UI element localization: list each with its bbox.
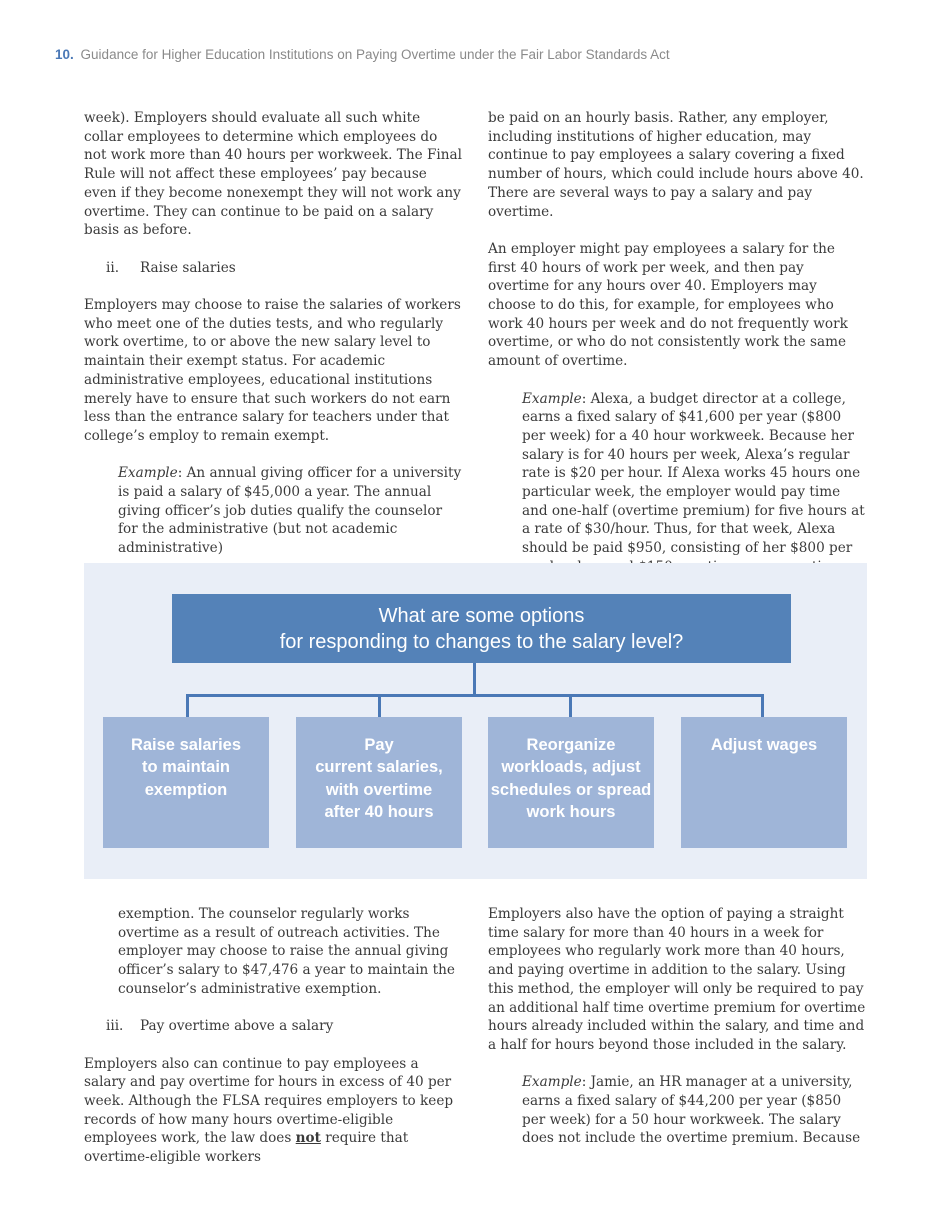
example-paragraph (522, 1073, 866, 1148)
option-line: Raise salaries (130, 736, 242, 754)
top-right-column (488, 109, 866, 595)
list-text: Raise salaries (140, 259, 236, 276)
option-line: exemption (144, 780, 228, 799)
list-number: ii. (106, 259, 120, 276)
running-title: Guidance for Higher Education Institutions on Paying Overtime under the Fair Labor Standards Act (80, 47, 670, 62)
example-label: Example (118, 465, 178, 482)
example-text: : Jamie, an HR manager at a university, earns a fixed salary of $44,200 per year ($850 per week) for a 50 hour workweek. The salary does not include the overtime premium. Because (522, 1074, 861, 1147)
option-adjust-wages (681, 717, 847, 848)
option-line: to maintain (141, 758, 230, 777)
option-pay-current-salaries (296, 717, 462, 848)
paragraph: week). Employers should evaluate all such white collar employees to determine which employees do not work more than 40 hours per workweek. The Final Rule will not affect these employees’ pay because even if they become nonexempt they will not work any overtime. They can continue to be paid on a salary basis as before. (84, 110, 462, 239)
list-text: Pay overtime above a salary (140, 1018, 334, 1035)
connector-drop (761, 694, 764, 717)
text-run: Employers also can continue to pay employees a salary and pay overtime for hours in excess of 40 per week. Although the FLSA requires employers to keep records of how many hours overtime-eligible employees work, the law does (84, 1055, 454, 1147)
emphasis-not: not (295, 1130, 321, 1147)
paragraph (84, 1055, 462, 1167)
option-line: workloads, adjust (501, 758, 641, 777)
option-line: work hours (526, 802, 616, 821)
list-item-pay-overtime (106, 1017, 462, 1036)
example-text: : Alexa, a budget director at a college, earns a fixed salary of $41,600 per year ($800 per week) for a 40 hour workweek. Because her salary is for 40 hours per week, Alexa’s regular rate is $20 per hour. If Alexa works 45 hours one particular week, the employer would pay time and one-half (overtime premium) for five hours at a rate of $30/hour. Thus, for that week, Alexa should be paid $950, consisting of her $800 per (522, 390, 865, 557)
question-line-2: for responding to changes to the salary level? (279, 630, 684, 653)
bottom-right-column (488, 905, 866, 1167)
option-line: with overtime (325, 780, 433, 799)
example-paragraph (118, 464, 462, 558)
example-continuation: exemption. The counselor regularly works overtime as a result of outreach activities. The employer may choose to raise the annual giving officer’s salary to $47,476 a year to maintain the counselor’s administrative exemption. (118, 906, 455, 997)
example-text: : An annual giving officer for a university is paid a salary of $45,000 a year. The annual giving officer’s job duties qualify the counselor for the administrative (but not academic administrative) (118, 465, 462, 557)
example-paragraph (522, 390, 866, 577)
diagram-question-box (172, 594, 791, 663)
paragraph: An employer might pay employees a salary for the first 40 hours of work per week, and then pay overtime for any hours over 40. Employers may choose to do this, for example, for employees who work 40 hours per week and do not frequently work overtime, or who do not consistently work the same amount of overtime. (488, 240, 848, 370)
paragraph: Employers also have the option of paying a straight time salary for more than 40 hours in a week for employees who regularly work more than 40 hours, and paying overtime in addition to the salary. Using this method, the employer will only be required to pay an additional half time overtime premium for overtime hours already included within the salary, and time and a half for hours beyond those included in the salary. (488, 906, 866, 1053)
connector-horizontal (186, 694, 764, 697)
connector-vertical (473, 663, 476, 695)
text-run: require that overtime-eligible workers (84, 1130, 409, 1166)
list-number: iii. (106, 1018, 124, 1035)
connector-drop (378, 694, 381, 717)
page-number: 10. (55, 47, 74, 62)
paragraph: be paid on an hourly basis. Rather, any employer, including institutions of higher education, may continue to pay employees a salary covering a fixed number of hours, which could include hours above 40. There are several ways to pay a salary and pay overtime. (488, 110, 864, 220)
connector-drop (569, 694, 572, 717)
option-line: Adjust wages (710, 736, 818, 754)
list-item-raise-salaries (106, 259, 462, 278)
option-line: after 40 hours (324, 802, 434, 821)
paragraph: Employers may choose to raise the salaries of workers who meet one of the duties tests, and who regularly work overtime, to or above the new salary level to maintain their exempt status. For academic administrative employees, educational institutions merely have to ensure that such workers do not earn less than the entrance salary for teachers under that college’s employ to remain exempt. (84, 297, 461, 444)
option-line: Reorganize (526, 736, 616, 754)
option-line: current salaries, (315, 758, 443, 777)
page-header (55, 47, 670, 62)
option-raise-salaries (103, 717, 269, 848)
bottom-left-column (84, 905, 462, 1186)
top-left-column (84, 109, 462, 577)
option-line: schedules or spread (490, 780, 652, 799)
connector-drop (186, 694, 189, 717)
option-reorganize-workloads (488, 717, 654, 848)
example-label: Example (522, 1074, 582, 1091)
example-label: Example (522, 390, 582, 407)
option-line: Pay (364, 736, 394, 754)
question-line-1: What are some options (378, 604, 585, 627)
